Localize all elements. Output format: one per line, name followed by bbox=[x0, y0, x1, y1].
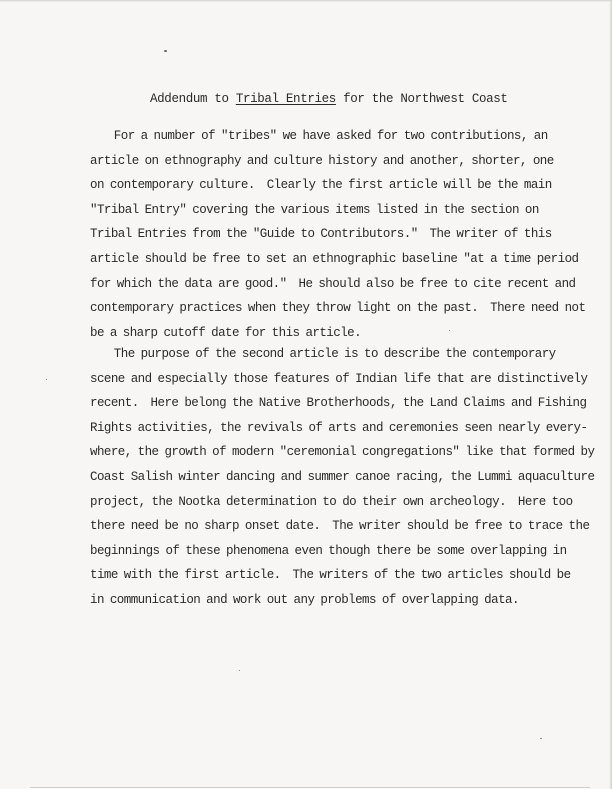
paragraph-line: Coast Salish winter dancing and summer canoe racing, the Lummi aquaculture bbox=[90, 469, 595, 484]
paragraph-line: contemporary practices when they throw light on the past. There need not bbox=[90, 301, 586, 316]
paragraph-line: scene and especially those features of Indian life that are distinctively bbox=[90, 371, 588, 386]
paragraph-line: beginnings of these phenomena even though there be some overlapping in bbox=[90, 543, 567, 558]
paragraph-line: where, the growth of modern "ceremonial congregations" like that formed by bbox=[90, 445, 595, 460]
paragraph-first-article bbox=[90, 124, 585, 345]
paragraph-line: recent. Here belong the Native Brotherhoods, the Land Claims and Fishing bbox=[90, 396, 587, 411]
paper-speck bbox=[46, 379, 47, 380]
paragraph-line: in communication and work out any problems of overlapping data. bbox=[90, 592, 519, 607]
paragraph-line: Tribal Entries from the "Guide to Contributors." The writer of this bbox=[90, 227, 552, 242]
title-suffix: for the Northwest Coast bbox=[335, 92, 508, 106]
paper-speck bbox=[540, 738, 542, 739]
paragraph-line: be a sharp cutoff date for this article. bbox=[90, 325, 362, 340]
paragraph-line: article on ethnography and culture history and another, shorter, one bbox=[90, 153, 554, 168]
paragraph-line: The purpose of the second article is to describe the contemporary bbox=[90, 347, 556, 361]
paragraph-line: there need be no sharp onset date. The writer should be free to trace the bbox=[90, 519, 590, 534]
page-edge-top bbox=[0, 0, 612, 2]
paper-speck bbox=[164, 50, 167, 52]
paragraph-line: For a number of "tribes" we have asked for two contributions, an bbox=[90, 129, 548, 143]
paragraph-line: project, the Nootka determination to do their own archeology. Here too bbox=[90, 494, 573, 509]
title-underlined-term: Tribal Entries bbox=[235, 92, 336, 106]
paragraph-line: time with the first article. The writers of the two articles should be bbox=[90, 568, 571, 583]
paragraph-line: for which the data are good." He should also be free to cite recent and bbox=[90, 276, 576, 291]
title-prefix: Addendum to bbox=[150, 92, 236, 106]
paragraph-line: on contemporary culture. Clearly the first article will be the main bbox=[90, 178, 552, 193]
page-edge-bottom bbox=[30, 787, 590, 788]
page-title bbox=[150, 91, 508, 107]
paragraph-second-article bbox=[90, 342, 594, 613]
paragraph-line: "Tribal Entry" covering the various items listed in the section on bbox=[90, 202, 539, 217]
paragraph-line: Rights activities, the revivals of arts and ceremonies seen nearly every- bbox=[90, 420, 588, 435]
paragraph-line: article should be free to set an ethnographic baseline "at a time period bbox=[90, 251, 579, 266]
paper-speck bbox=[239, 670, 240, 671]
